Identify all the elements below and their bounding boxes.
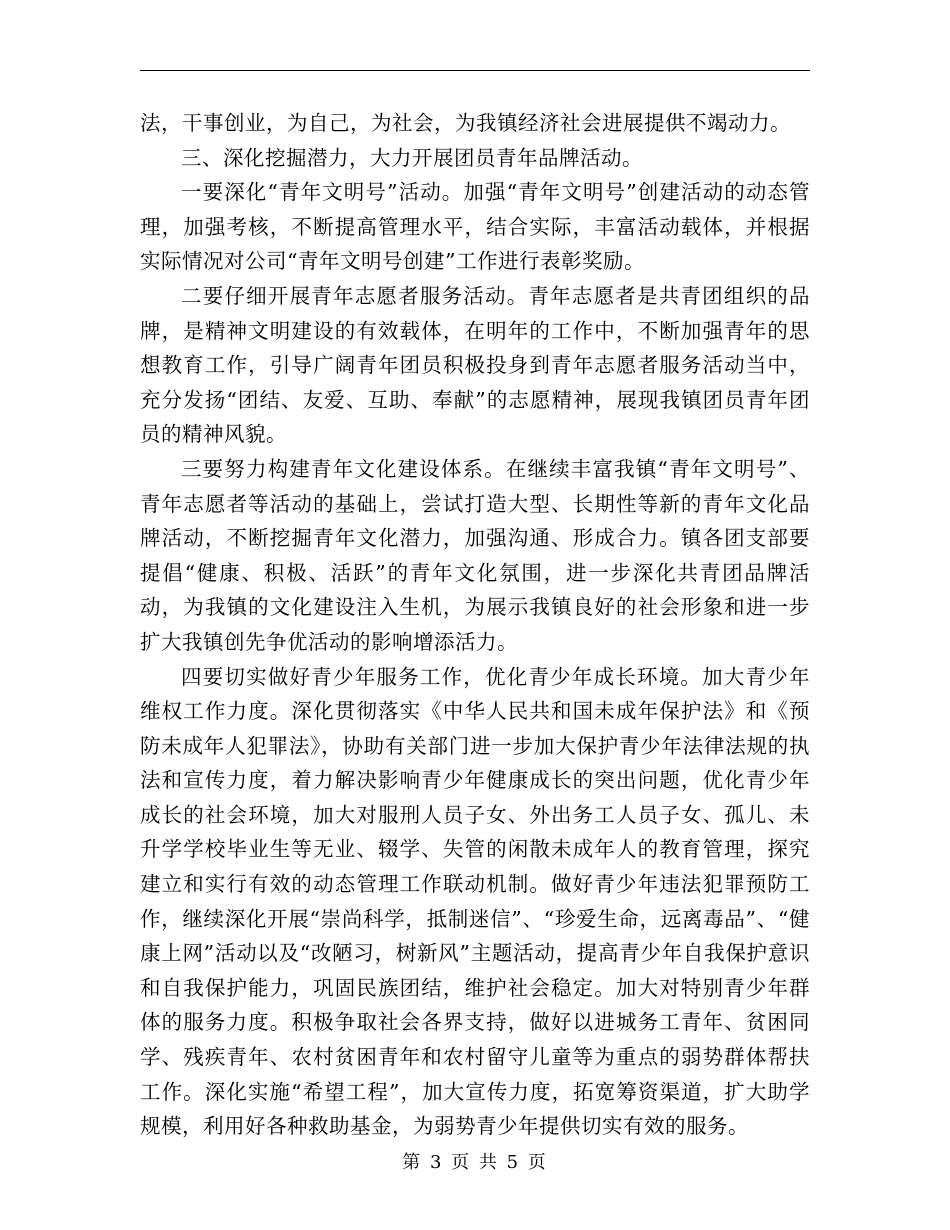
paragraph-continuation: 法，干事创业，为自己，为社会，为我镇经济社会进展提供不竭动力。 [140, 111, 791, 135]
paragraph-youth-civilization: 一要深化“青年文明号”活动。加强“青年文明号”创建活动的动态管理，加强考核，不断提高管理水平，结合实际，丰富活动载体，并根据实际情况对公司“青年文明号创建”工作进行表彰奖励。 [140, 180, 810, 274]
header-rule [140, 70, 810, 71]
page-number-footer: 第 3 页 共 5 页 [402, 1152, 548, 1173]
paragraph-youth-services: 四要切实做好青少年服务工作，优化青少年成长环境。加大青少年维权工作力度。深化贯彻落实《中华人民共和国未成年保护法》和《预防未成年人犯罪法》，协助有关部门进一步加大保护青少年法律法规的执法和宣传力度，着力解决影响青少年健康成长的突出问题，优化青少年成长的社会环境，加大对服刑人员子女、外出务工人员子女、孤儿、未升学学校毕业生等无业、辍学、失管的闲散未成年人的教育管理，探究建立和实行有效的动态管理工作联动机制。做好青少年违法犯罪预防工作，继续深化开展“崇尚科学，抵制迷信”、“珍爱生命，远离毒品”、“健康上网”活动以及“改陋习，树新风”主题活动，提高青少年自我保护意识和自我保护能力，巩固民族团结，维护社会稳定。加大对特别青少年群体的服务力度。积极争取社会各界支持，做好以进城务工青年、贫困同学、残疾青年、农村贫困青年和农村留守儿童等为重点的弱势群体帮扶工作。深化实施“希望工程”，加大宣传力度，拓宽筹资渠道，扩大助学规模，利用好各种救助基金，为弱势青少年提供切实有效的服务。 [140, 664, 810, 1139]
paragraph-youth-culture: 三要努力构建青年文化建设体系。在继续丰富我镇“青年文明号”、青年志愿者等活动的基础上，尝试打造大型、长期性等新的青年文化品牌活动，不断挖掘青年文化潜力，加强沟通、形成合力。镇各团支部要提倡“健康、积极、活跃”的青年文化氛围，进一步深化共青团品牌活动，为我镇的文化建设注入生机，为展示我镇良好的社会形象和进一步扩大我镇创先争优活动的影响增添活力。 [140, 456, 810, 654]
document-body [140, 106, 810, 1144]
section-heading: 三、深化挖掘潜力，大力开展团员青年品牌活动。 [181, 145, 643, 170]
paragraph-volunteer-service: 二要仔细开展青年志愿者服务活动。青年志愿者是共青团组织的品牌，是精神文明建设的有效载体，在明年的工作中，不断加强青年的思想教育工作，引导广阔青年团员积极投身到青年志愿者服务活动当中，充分发扬“团结、友爱、互助、奉献”的志愿精神，展现我镇团员青年团员的精神风貌。 [140, 283, 810, 447]
